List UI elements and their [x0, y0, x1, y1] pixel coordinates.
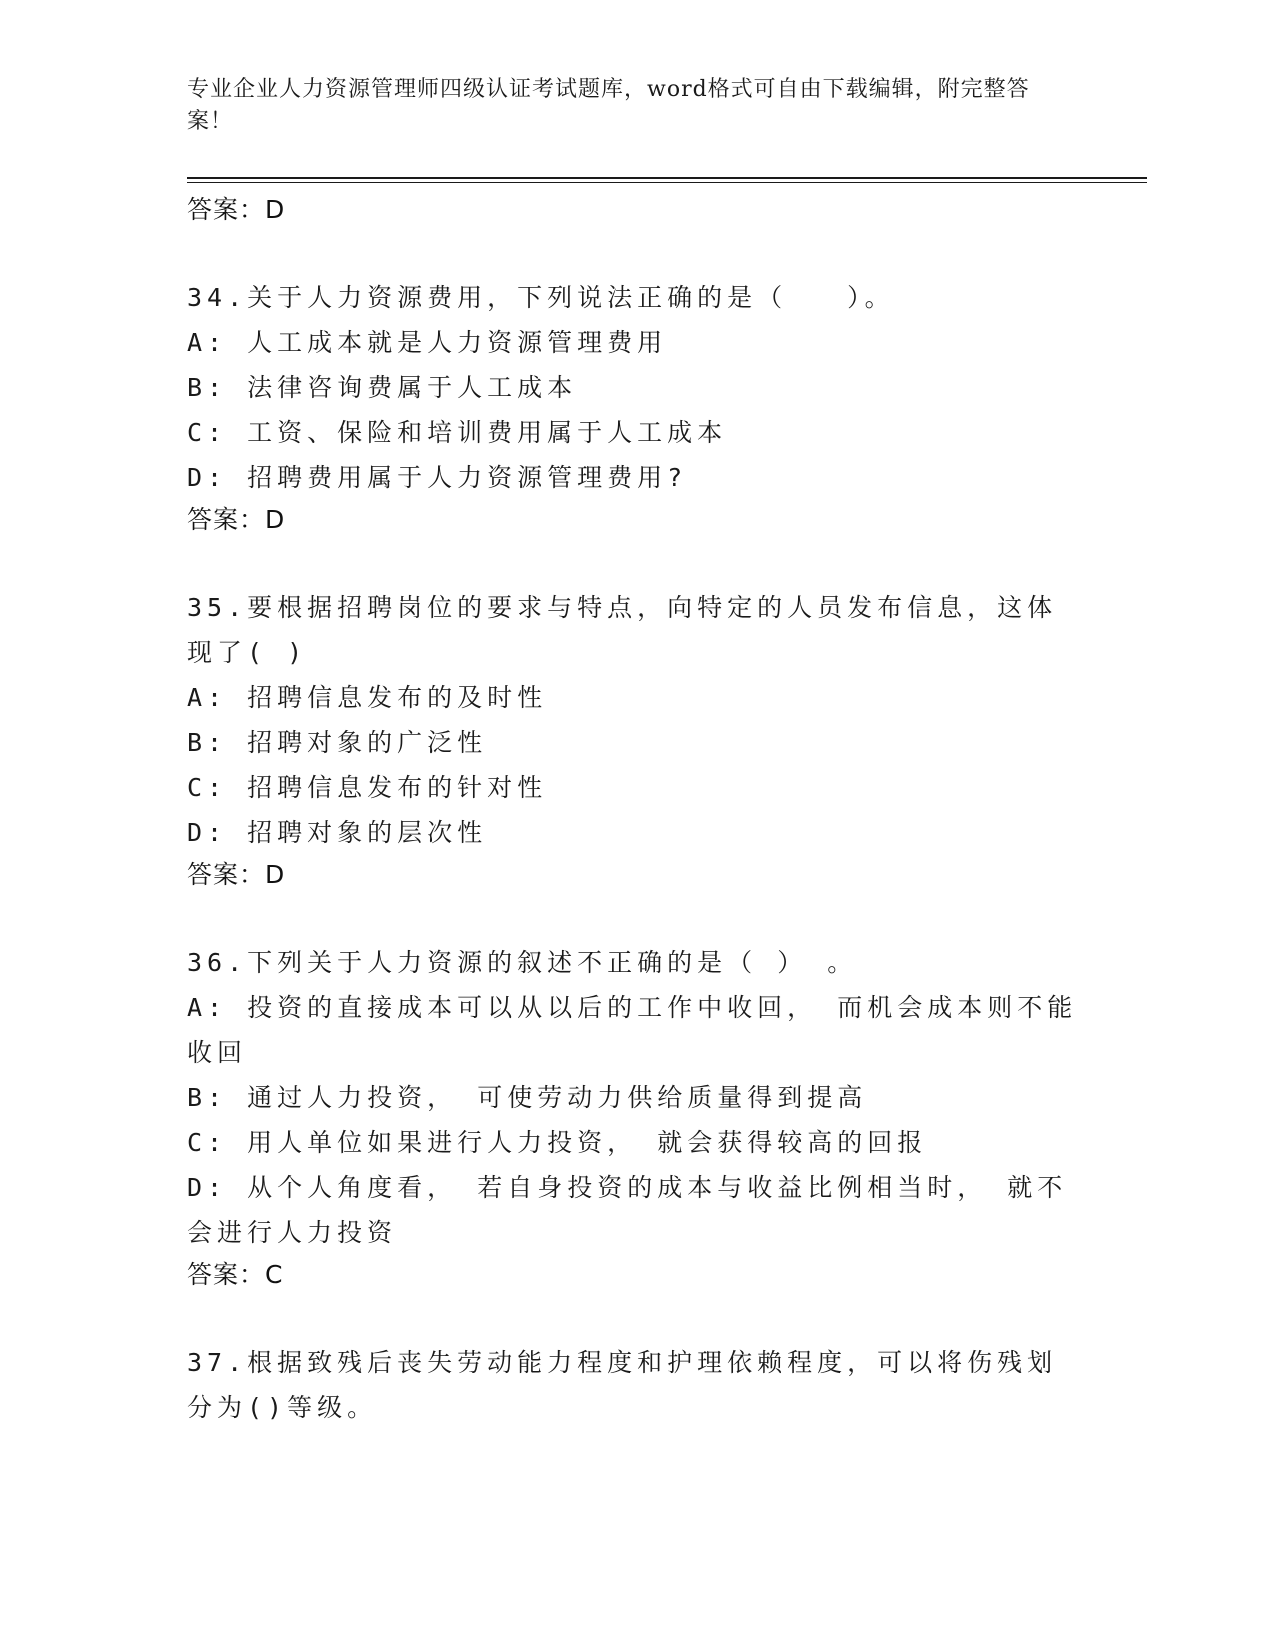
question-35	[187, 585, 1087, 895]
option-d: D: 从个人角度看， 若自身投资的成本与收益比例相当时， 就不会进行人力投资	[187, 1173, 1068, 1247]
question-list	[187, 190, 1087, 1430]
question-37	[187, 1340, 1087, 1430]
header-divider-thin	[187, 182, 1147, 183]
option-c: C: 工资、保险和培训费用属于人工成本	[187, 418, 728, 447]
answer: 答案：C	[187, 1260, 284, 1289]
header-divider-thick	[187, 177, 1147, 179]
question-34	[187, 275, 1087, 540]
option-a: A: 投资的直接成本可以从以后的工作中收回， 而机会成本则不能收回	[187, 993, 1078, 1067]
answer: 答案：D	[187, 860, 286, 889]
question-36	[187, 940, 1087, 1295]
question-stem: 34.关于人力资源费用，下列说法正确的是（ ）。	[187, 283, 895, 312]
option-c: C: 招聘信息发布的针对性	[187, 773, 548, 802]
option-b: B: 法律咨询费属于人工成本	[187, 373, 578, 402]
option-d: D: 招聘对象的层次性	[187, 818, 488, 847]
document-header: 专业企业人力资源管理师四级认证考试题库，word格式可自由下载编辑，附完整答案！	[187, 77, 1030, 134]
option-b: B: 招聘对象的广泛性	[187, 728, 488, 757]
option-a: A: 人工成本就是人力资源管理费用	[187, 328, 668, 357]
previous-answer: 答案：D	[187, 195, 286, 224]
option-a: A: 招聘信息发布的及时性	[187, 683, 548, 712]
answer: 答案：D	[187, 505, 286, 534]
question-stem: 36.下列关于人力资源的叙述不正确的是（ ） 。	[187, 948, 858, 977]
option-b: B: 通过人力投资， 可使劳动力供给质量得到提高	[187, 1083, 868, 1112]
option-c: C: 用人单位如果进行人力投资， 就会获得较高的回报	[187, 1128, 928, 1157]
question-stem: 37.根据致残后丧失劳动能力程度和护理依赖程度，可以将伤残划分为()等级。	[187, 1348, 1058, 1422]
question-stem: 35.要根据招聘岗位的要求与特点，向特定的人员发布信息，这体现了( )	[187, 593, 1058, 667]
option-d: D: 招聘费用属于人力资源管理费用?	[187, 463, 688, 492]
